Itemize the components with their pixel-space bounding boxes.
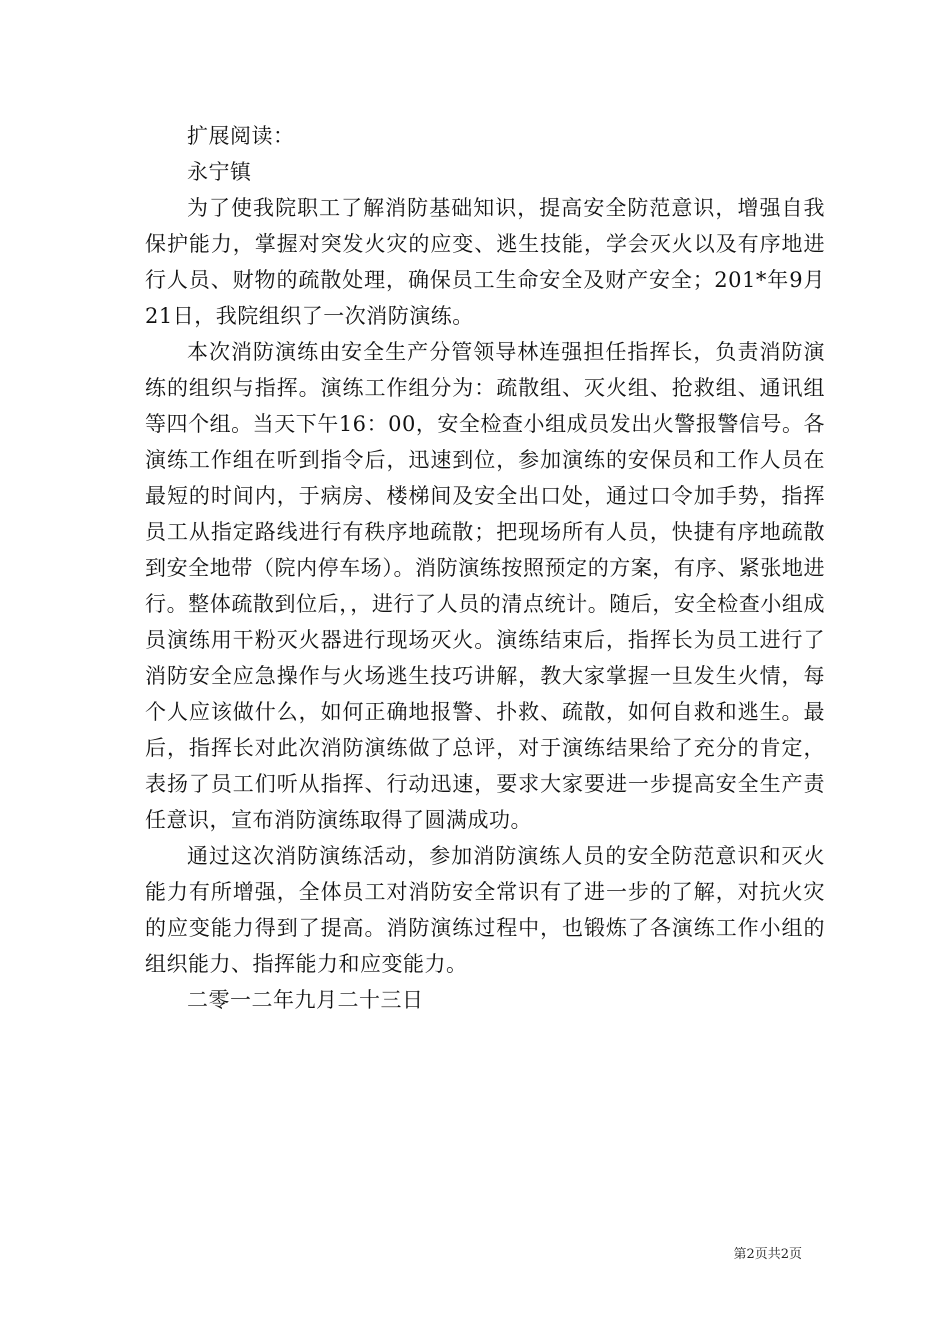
location: 永宁镇 [187,160,252,184]
paragraph-conclusion: 通过这次消防演练活动，参加消防演练人员的安全防范意识和灭火能力有所增强，全体员工对消防安全常识有了进一步的了解，对抗火灾的应变能力得到了提高。消防演练过程中，也锻炼了各演练工作小组的组织能力、指挥能力和应变能力。 [145,844,825,976]
heading: 扩展阅读： [187,124,295,148]
document-body [145,118,825,1018]
paragraph-intro: 为了使我院职工了解消防基础知识，提高安全防范意识，增强自我保护能力，掌握对突发火灾的应变、逃生技能，学会灭火以及有序地进行人员、财物的疏散处理，确保员工生命安全及财产安全；201*年9月21日，我院组织了一次消防演练。 [145,196,825,328]
paragraph-drill-details: 本次消防演练由安全生产分管领导林连强担任指挥长，负责消防演练的组织与指挥。演练工作组分为：疏散组、灭火组、抢救组、通讯组等四个组。当天下午16：00，安全检查小组成员发出火警报警信号。各演练工作组在听到指令后，迅速到位，参加演练的安保员和工作人员在最短的时间内，于病房、楼梯间及安全出口处，通过口令加手势，指挥员工从指定路线进行有秩序地疏散；把现场所有人员，快捷有序地疏散到安全地带（院内停车场）。消防演练按照预定的方案，有序、紧张地进行。整体疏散到位后，，进行了人员的清点统计。随后，安全检查小组成员演练用干粉灭火器进行现场灭火。演练结束后，指挥长为员工进行了消防安全应急操作与火场逃生技巧讲解，教大家掌握一旦发生火情，每个人应该做什么，如何正确地报警、扑救、疏散，如何自救和逃生。最后，指挥长对此次消防演练做了总评，对于演练结果给了充分的肯定，表扬了员工们听从指挥、行动迅速，要求大家要进一步提高安全生产责任意识，宣布消防演练取得了圆满成功。 [145,340,825,832]
page-number: 第2页共2页 [733,1247,802,1262]
date-line: 二零一二年九月二十三日 [187,988,424,1012]
